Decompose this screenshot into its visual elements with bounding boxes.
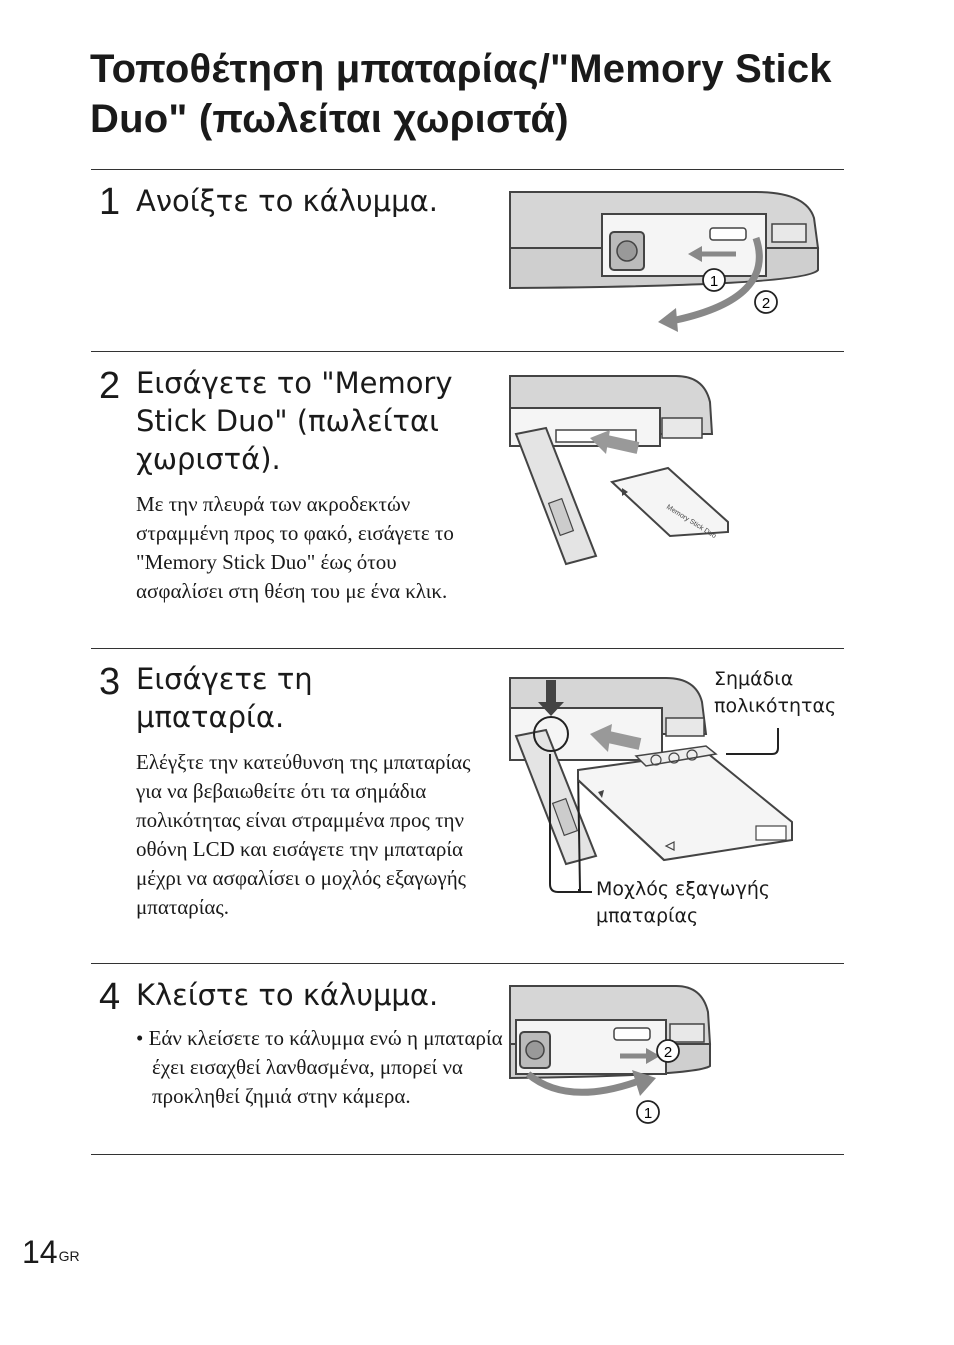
lever-callout-line-2: μπαταρίας bbox=[596, 905, 699, 927]
divider bbox=[91, 963, 844, 964]
step-4-number: 4 bbox=[99, 976, 121, 1018]
step-4-title: Κλείστε το κάλυμμα. bbox=[136, 978, 439, 1012]
divider-top bbox=[91, 169, 844, 170]
step-2-title: Εισάγετε το "Memory Stick Duo" (πωλείται χωριστά). bbox=[136, 366, 453, 476]
step-1-number: 1 bbox=[99, 181, 121, 223]
divider bbox=[91, 648, 844, 649]
lever-callout-line-1: Μοχλός εξαγωγής bbox=[596, 878, 771, 900]
polarity-callout-line-2: πολικότητας bbox=[714, 695, 837, 717]
step-1-title: Ανοίξτε το κάλυμμα. bbox=[136, 184, 438, 218]
marker-label: 2 bbox=[761, 295, 771, 312]
step-2-body: Με την πλευρά των ακροδεκτών στραμμένη προς το φακό, εισάγετε το "Memory Stick Duo" έως ότου ασφαλίσει στη θέση του με ένα κλικ. bbox=[136, 492, 454, 603]
page-number bbox=[22, 1232, 80, 1272]
svg-text:Memory Stick Duo: Memory Stick Duo bbox=[664, 503, 718, 541]
step-3-number: 3 bbox=[99, 661, 121, 703]
marker-label: 1 bbox=[709, 273, 719, 290]
page-number-value: 14 bbox=[22, 1234, 58, 1270]
step-2-number: 2 bbox=[99, 365, 121, 407]
step-3-title: Εισάγετε τη μπαταρία. bbox=[136, 662, 313, 734]
step-3-body: Ελέγξτε την κατεύθυνση της μπαταρίας για να βεβαιωθείτε ότι τα σημάδια πολικότητας είναι στραμμένα προς την οθόνη LCD και εισάγετε την μπαταρία μέχρι να ασφαλίσει ο μοχλός εξαγωγής μπαταρίας. bbox=[136, 750, 471, 919]
page-number-suffix: GR bbox=[58, 1248, 80, 1264]
step-4-bullet: • Εάν κλείσετε το κάλυμμα ενώ η μπαταρία έχει εισαχθεί λανθασμένα, μπορεί να προκληθεί ζημιά στην κάμερα. bbox=[136, 1026, 503, 1108]
divider-bottom bbox=[91, 1154, 844, 1155]
marker-label: 1 bbox=[643, 1105, 653, 1122]
polarity-callout-line-1: Σημάδια bbox=[714, 668, 794, 690]
marker-label: 2 bbox=[663, 1044, 673, 1061]
page-title: Τοποθέτηση μπαταρίας/"Memory Stick Duo" (πωλείται χωριστά) bbox=[90, 47, 832, 141]
step-2-illustration bbox=[506, 372, 736, 574]
step-1-illustration bbox=[506, 188, 826, 336]
step-4-illustration bbox=[506, 980, 720, 1130]
divider bbox=[91, 351, 844, 352]
